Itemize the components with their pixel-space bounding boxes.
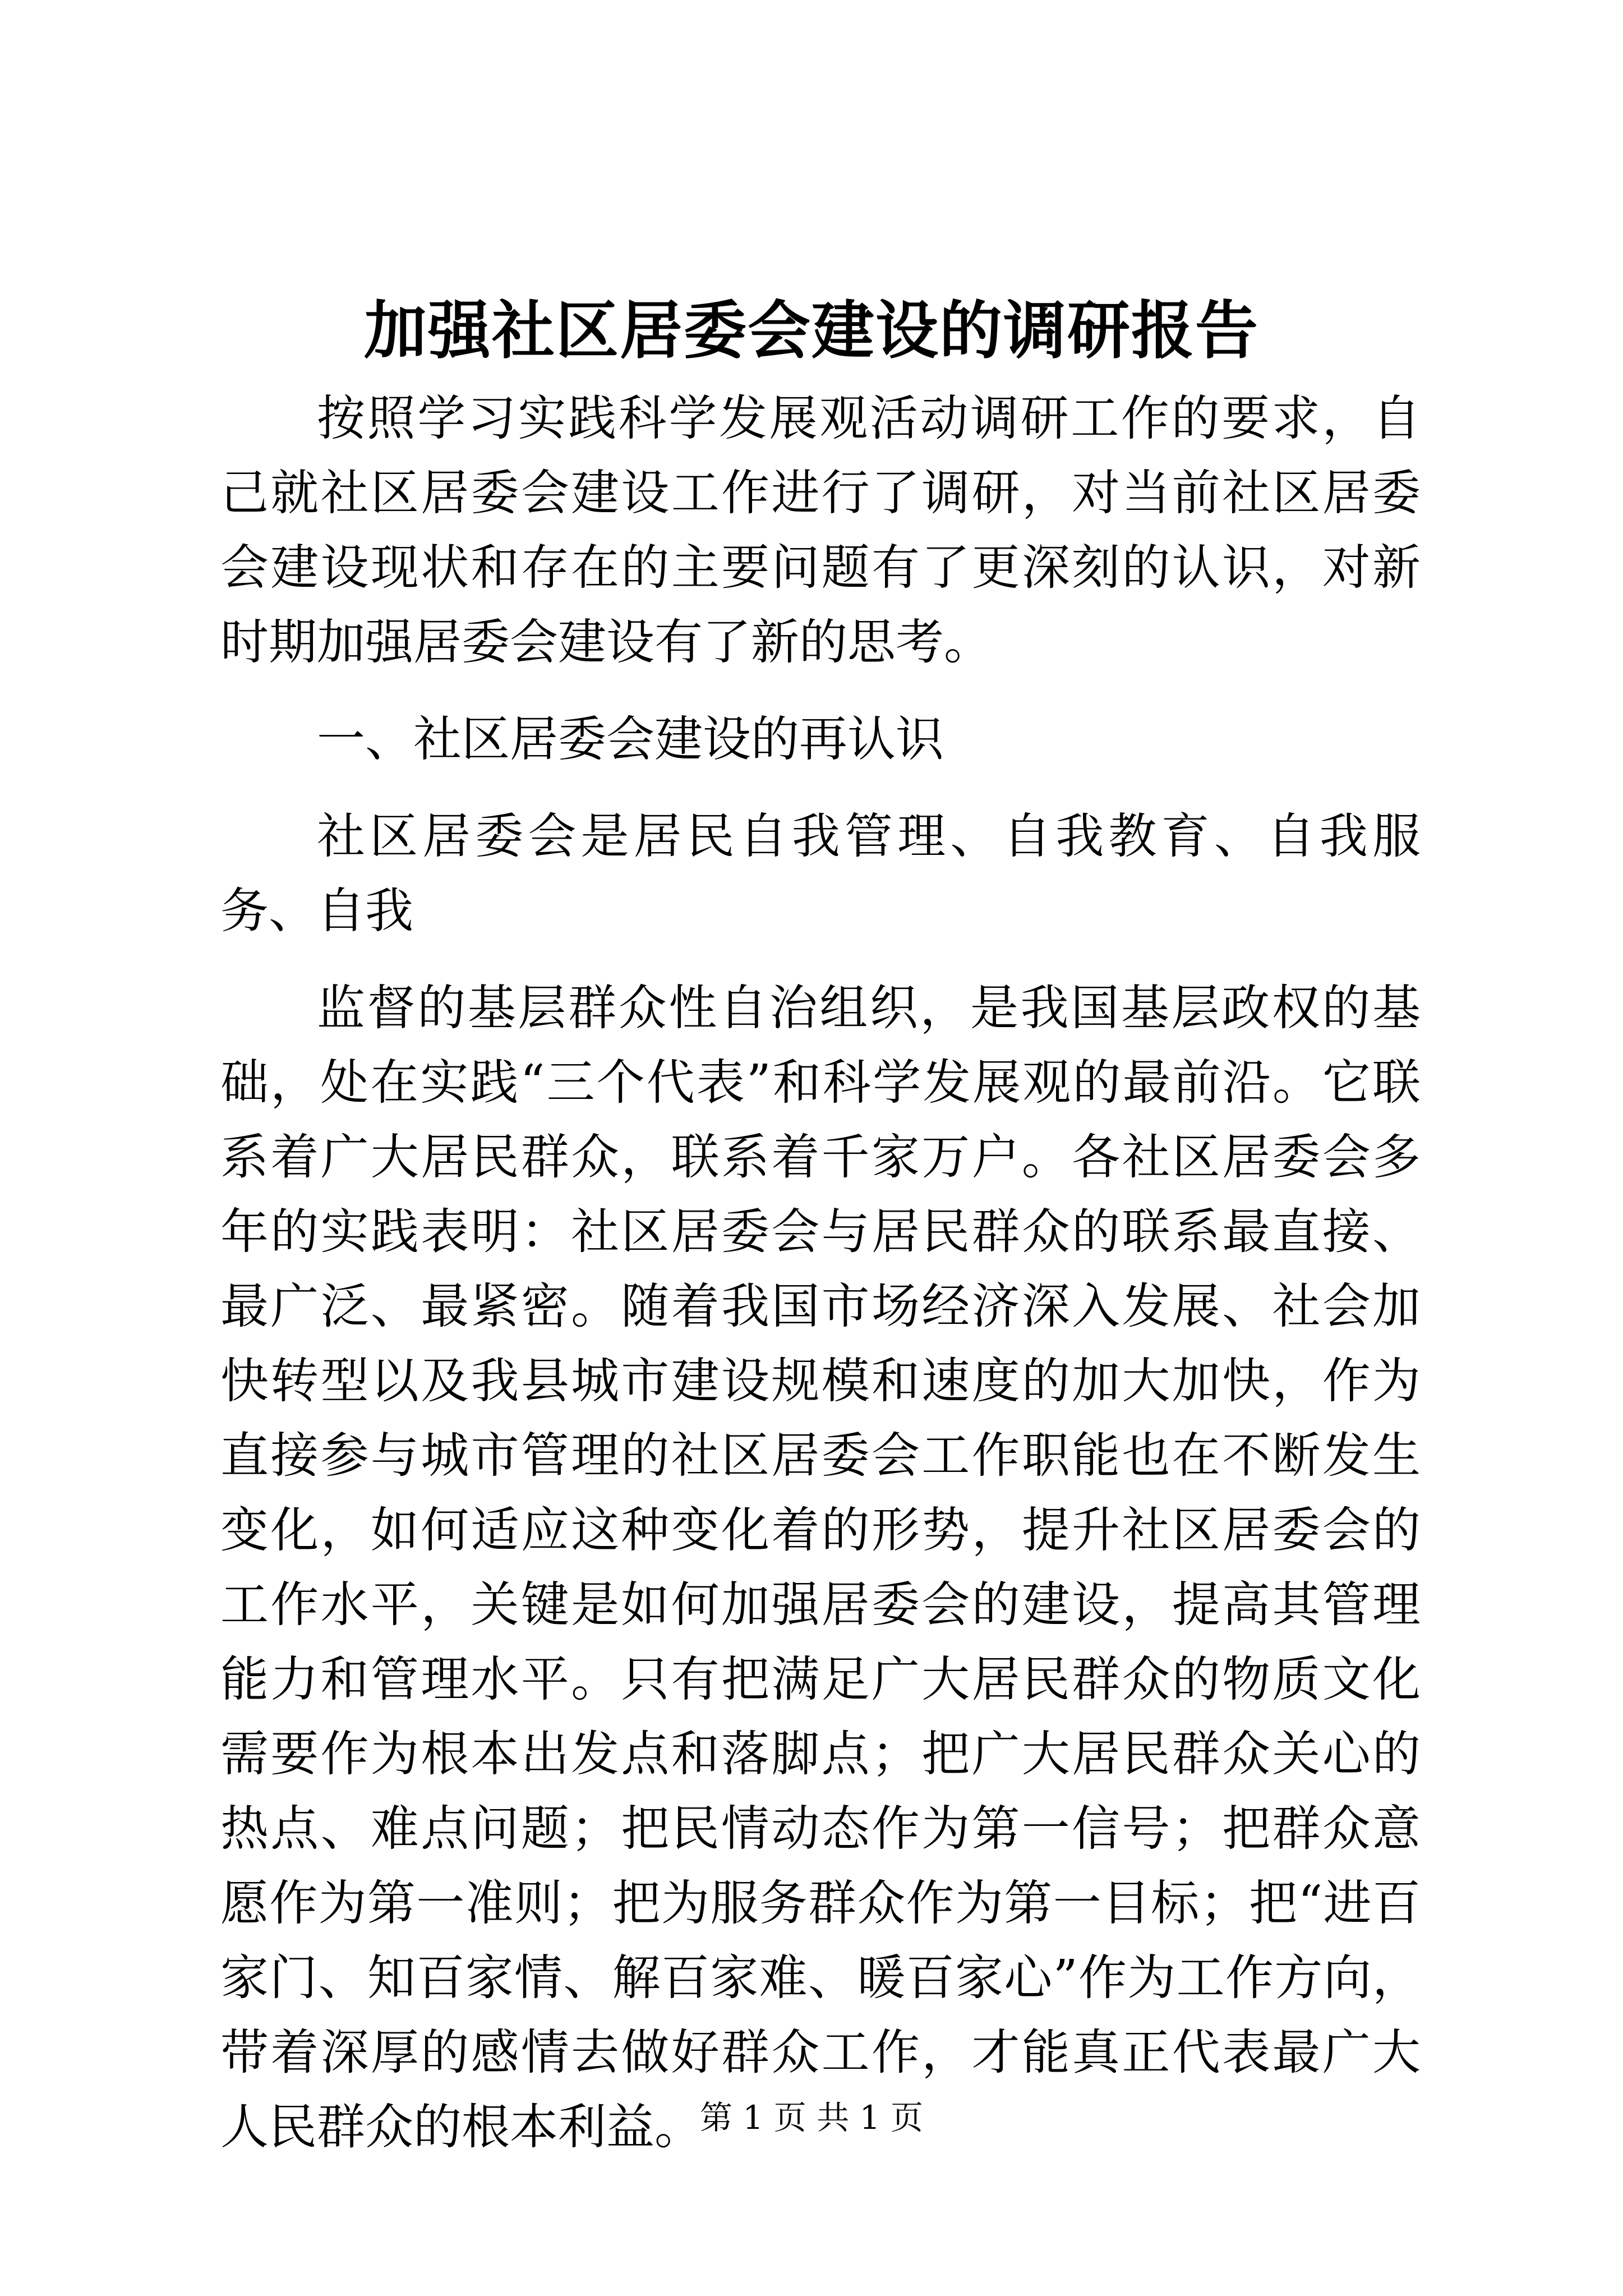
document-body: [220, 381, 1421, 2187]
section-first-line: 社区居委会是居民自我管理、自我教育、自我服务、自我: [220, 808, 1421, 939]
intro-paragraph: 按照学习实践科学发展观活动调研工作的要求，自己就社区居委会建设工作进行了调研，对当前社区居委会建设现状和存在的主要问题有了更深刻的认识，对新时期加强居委会建设有了新的思考。: [220, 390, 1421, 670]
section-body-paragraph: 监督的基层群众性自治组织，是我国基层政权的基础，处在实践“三个代表”和科学发展观的最前沿。它联系着广大居民群众，联系着千家万户。各社区居委会多年的实践表明：社区居委会与居民群众的联系最直接、最广泛、最紧密。随着我国市场经济深入发展、社会加快转型以及我县城市建设规模和速度的加大加快，作为直接参与城市管理的社区居委会工作职能也在不断发生变化，如何适应这种变化着的形势，提升社区居委会的工作水平，关键是如何加强居委会的建设，提高其管理能力和管理水平。只有把满足广大居民群众的物质文化需要作为根本出发点和落脚点；把广大居民群众关心的热点、难点问题；把民情动态作为第一信号；把群众意愿作为第一准则；把为服务群众作为第一目标；把“进百家门、知百家情、解百家难、暖百家心”作为工作方向，带着深厚的感情去做好群众工作，才能真正代表最广大人民群众的根本利益。: [220, 980, 1421, 2155]
document-title: 加强社区居委会建设的调研报告: [364, 294, 1259, 367]
section-heading: 一、社区居委会建设的再认识: [317, 711, 944, 767]
page-number-footer: 第 1 页 共 1 页: [700, 2099, 923, 2137]
